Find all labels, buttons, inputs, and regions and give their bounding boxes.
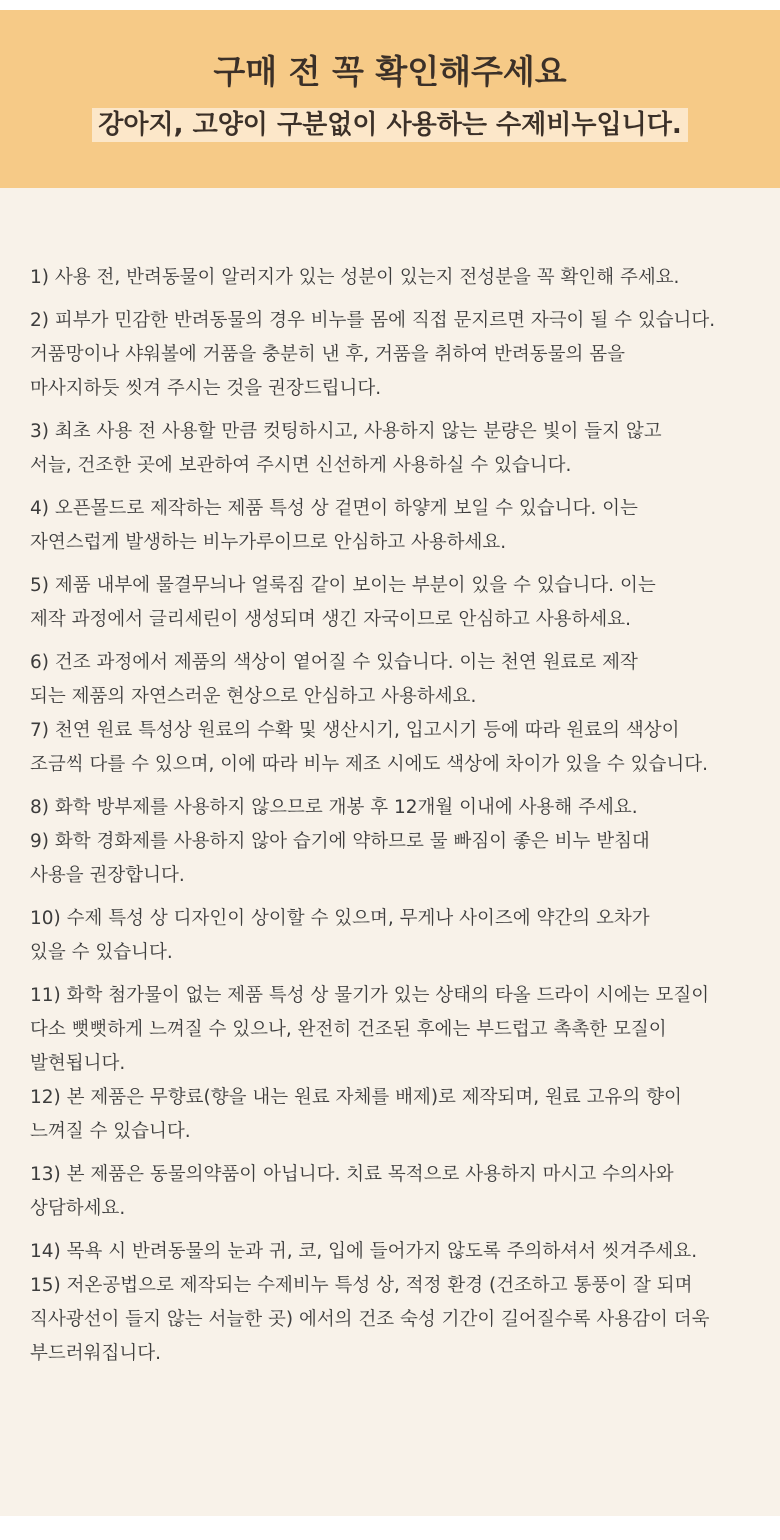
notice-line: 다소 뻣뻣하게 느껴질 수 있으나, 완전히 건조된 후에는 부드럽고 촉촉한 모질이 <box>30 1019 667 1040</box>
notice-line: 직사광선이 들지 않는 서늘한 곳) 에서의 건조 숙성 기간이 길어질수록 사용감이 더욱 <box>30 1309 710 1330</box>
notice-line: 9) 화학 경화제를 사용하지 않아 습기에 약하므로 물 빠짐이 좋은 비누 받침대 <box>30 831 650 852</box>
notice-line: 11) 화학 첨가물이 없는 제품 특성 상 물기가 있는 상태의 타올 드라이 시에는 모질이 <box>30 985 710 1006</box>
notice-line: 5) 제품 내부에 물결무늬나 얼룩짐 같이 보이는 부분이 있을 수 있습니다. 이는 <box>30 575 656 596</box>
notice-item <box>30 304 780 406</box>
notice-line: 1) 사용 전, 반려동물이 알러지가 있는 성분이 있는지 전성분을 꼭 확인해 주세요. <box>30 267 680 288</box>
notice-item <box>30 1158 780 1226</box>
notice-item <box>30 569 780 637</box>
notice-line: 마사지하듯 씻겨 주시는 것을 권장드립니다. <box>30 378 382 399</box>
page-subtitle: 강아지, 고양이 구분없이 사용하는 수제비누입니다. <box>92 108 687 142</box>
notice-line: 제작 과정에서 글리세린이 생성되며 생긴 자국이므로 안심하고 사용하세요. <box>30 609 632 630</box>
notice-list <box>0 188 780 1516</box>
subtitle-wrap <box>0 108 780 142</box>
notice-line: 8) 화학 방부제를 사용하지 않으므로 개봉 후 12개월 이내에 사용해 주세요. <box>30 797 638 818</box>
notice-line: 발현됩니다. <box>30 1053 126 1074</box>
notice-line: 되는 제품의 자연스러운 현상으로 안심하고 사용하세요. <box>30 686 477 707</box>
notice-item <box>30 979 780 1149</box>
notice-line: 10) 수제 특성 상 디자인이 상이할 수 있으며, 무게나 사이즈에 약간의 오차가 <box>30 908 650 929</box>
notice-line: 14) 목욕 시 반려동물의 눈과 귀, 코, 입에 들어가지 않도록 주의하셔서 씻겨주세요. <box>30 1241 698 1262</box>
notice-line: 13) 본 제품은 동물의약품이 아닙니다. 치료 목적으로 사용하지 마시고 수의사와 <box>30 1164 674 1185</box>
notice-line: 서늘, 건조한 곳에 보관하여 주시면 신선하게 사용하실 수 있습니다. <box>30 455 572 476</box>
page-title: 구매 전 꼭 확인해주세요 <box>213 52 567 91</box>
bottom-spacer <box>0 1516 780 1540</box>
notice-item <box>30 646 780 782</box>
notice-line: 4) 오픈몰드로 제작하는 제품 특성 상 겉면이 하얗게 보일 수 있습니다. 이는 <box>30 498 638 519</box>
notice-line: 6) 건조 과정에서 제품의 색상이 옅어질 수 있습니다. 이는 천연 원료로 제작 <box>30 652 638 673</box>
notice-item <box>30 902 780 970</box>
notice-item <box>30 1235 780 1371</box>
notice-item <box>30 415 780 483</box>
notice-header <box>0 10 780 188</box>
notice-line: 7) 천연 원료 특성상 원료의 수확 및 생산시기, 입고시기 등에 따라 원료의 색상이 <box>30 720 680 741</box>
notice-line: 사용을 권장합니다. <box>30 865 185 886</box>
notice-line: 부드러워집니다. <box>30 1343 161 1364</box>
notice-line: 2) 피부가 민감한 반려동물의 경우 비누를 몸에 직접 문지르면 자극이 될 수 있습니다. <box>30 310 716 331</box>
notice-line: 15) 저온공법으로 제작되는 수제비누 특성 상, 적정 환경 (건조하고 통풍이 잘 되며 <box>30 1275 693 1296</box>
notice-line: 거품망이나 샤워볼에 거품을 충분히 낸 후, 거품을 취하여 반려동물의 몸을 <box>30 344 625 365</box>
notice-line: 있을 수 있습니다. <box>30 942 173 963</box>
notice-line: 자연스럽게 발생하는 비누가루이므로 안심하고 사용하세요. <box>30 532 507 553</box>
notice-item <box>30 261 780 295</box>
notice-item <box>30 492 780 560</box>
notice-line: 느껴질 수 있습니다. <box>30 1121 191 1142</box>
notice-item <box>30 791 780 893</box>
notice-line: 상담하세요. <box>30 1198 126 1219</box>
top-spacer <box>0 0 780 10</box>
notice-line: 조금씩 다를 수 있으며, 이에 따라 비누 제조 시에도 색상에 차이가 있을 수 있습니다. <box>30 754 708 775</box>
notice-line: 12) 본 제품은 무향료(향을 내는 원료 자체를 배제)로 제작되며, 원료 고유의 향이 <box>30 1087 682 1108</box>
notice-line: 3) 최초 사용 전 사용할 만큼 컷팅하시고, 사용하지 않는 분량은 빛이 들지 않고 <box>30 421 662 442</box>
